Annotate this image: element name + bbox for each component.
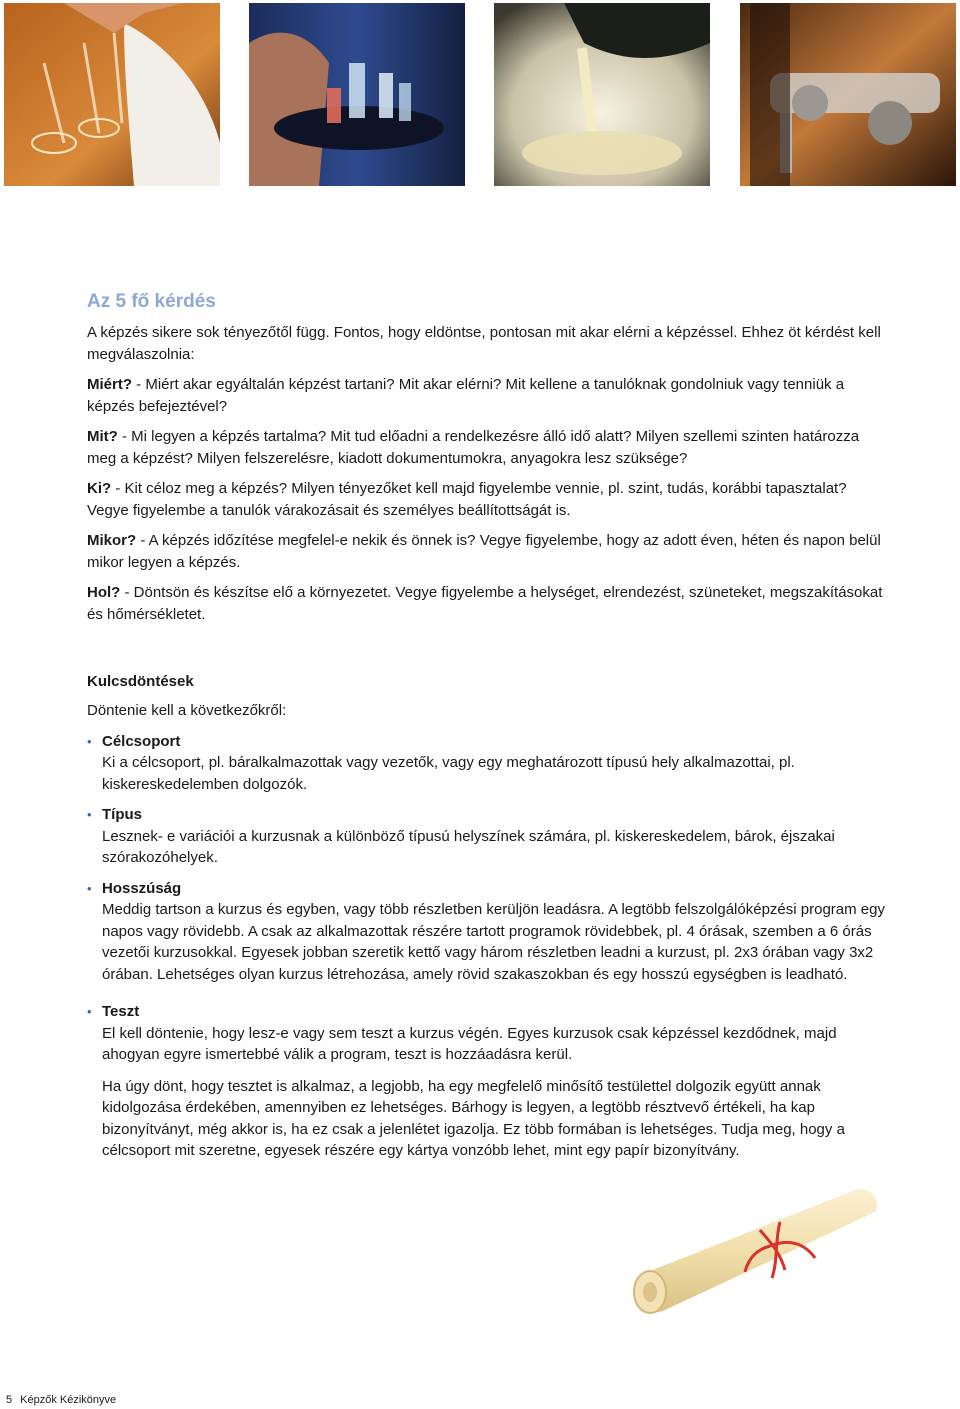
item-text: Ki a célcsoport, pl. báralkalmazottak vagy vezetők, vagy egy meghatározott típusú hely alkalmazottai, pl. kiskereskedelemben dolgozók. [102,754,795,793]
item-text: Meddig tartson a kurzus és egyben, vagy több részletben kerüljön leadásra. A legtöbb felszolgálóképzési program egy napos vagy rövidebb. A csak az alkalmazottak részére tartott programok rövidebbek, pl. 4 órásak, szemben a 6 órás vezetői kurzusokkal. Egyesek jobban szeretik kettő vagy három részletben leadni a kurzust, pl. 2x3 órában vagy 3x2 órában. Lehetséges olyan kurzus létrehozása, amely rövid szakaszokban és egy hosszú egységben is leadható. [102,901,885,983]
question-who [87,478,887,521]
item-text: Lesznek- e variációi a kurzusnak a különböző típusú helyszínek számára, pl. kiskereskedelem, bárok, éjszakai szórakozóhelyek. [102,827,835,866]
question-why [87,374,887,417]
section-intro: A képzés sikere sok tényezőtől függ. Fontos, hogy eldöntse, pontosan mit akar elérni a képzéssel. Ehhez öt kérdést kell megválaszolnia: [87,324,881,363]
beer-tap-photo [740,3,956,186]
main-content [87,290,887,1171]
bullet-icon: • [87,807,92,822]
question-label: Ki? [87,480,112,497]
list-item [87,1001,887,1066]
question-label: Mikor? [87,532,137,549]
item-text: El kell döntenie, hogy lesz-e vagy sem teszt a kurzus végén. Egyes kurzusok csak képzéssel kezdődnek, majd ahogyan egyre ismertebbé válik a program, teszt is hozzáadásra kerül. [102,1024,837,1063]
page-footer [6,1393,116,1407]
list-item [87,731,887,796]
question-label: Hol? [87,584,121,601]
pouring-wine-photo [494,3,710,186]
page-number: 5 [6,1394,13,1406]
question-what [87,426,887,469]
question-when [87,530,887,573]
list-item [87,878,887,986]
item-title: Célcsoport [102,732,181,750]
decisions-list [87,731,887,1066]
question-text: - Mi legyen a képzés tartalma? Mit tud előadni a rendelkezésre álló idő alatt? Milyen szellemi szinten határozza meg a képzést? Milyen felszerelésre, kiadott dokumentumokra, anyagokra lesz szüksége? [87,428,860,467]
decisions-title: Kulcsdöntések [87,673,194,690]
test-extra-paragraph: Ha úgy dönt, hogy tesztet is alkalmaz, a legjobb, ha egy megfelelő minősítő testülettel dolgozik együtt annak kidolgozása érdekében, amennyiben ez lehetséges. Bárhogy is legyen, a legtöbb résztvevő értékeli, ha kap bizonyítványt, még akkor is, ha ez csak a jelenlétet igazolja. Ez több formában is lehetséges. Tudja meg, hogy a célcsoport mit szeretne, egyesek részére egy kártya vonzóbb lehet, mint egy papír bizonyítvány. [102,1077,845,1159]
section-title: Az 5 fő kérdés [87,291,216,312]
bullet-icon: • [87,733,92,749]
document-title: Képzők Kézikönyve [20,1394,117,1406]
question-text: - Miért akar egyáltalán képzést tartani? Mit akar elérni? Mit kellene a tanulóknak gondolniuk vagy tenniük a képzés befejeztével? [87,376,845,415]
wine-glasses-photo [4,3,220,186]
list-item [87,804,887,869]
bullet-icon: • [87,1004,92,1019]
question-where [87,582,887,625]
question-label: Mit? [87,428,118,445]
waiter-tray-photo [249,3,465,186]
question-text: - Kit céloz meg a képzés? Milyen tényezőket kell majd figyelembe vennie, pl. szint, tudás, korábbi tapasztalat? Vegye figyelembe a tanulók várakozásait és személyes beállítottságát is. [87,480,847,519]
item-title: Hosszúság [102,879,182,897]
item-title: Teszt [102,1003,140,1020]
diploma-scroll-illustration [620,1180,890,1330]
item-title: Típus [102,806,142,823]
question-text: - Döntsön és készítse elő a környezetet. Vegye figyelembe a helységet, elrendezést, szüneteket, megszakításokat és hőmérsékletet. [87,584,883,623]
bullet-icon: • [87,880,92,896]
decisions-intro: Döntenie kell a következőkről: [87,702,287,719]
question-text: - A képzés időzítése megfelel-e nekik és önnek is? Vegye figyelembe, hogy az adott éven, héten és napon belül mikor legyen a képzés. [87,532,881,571]
question-label: Miért? [87,376,132,393]
